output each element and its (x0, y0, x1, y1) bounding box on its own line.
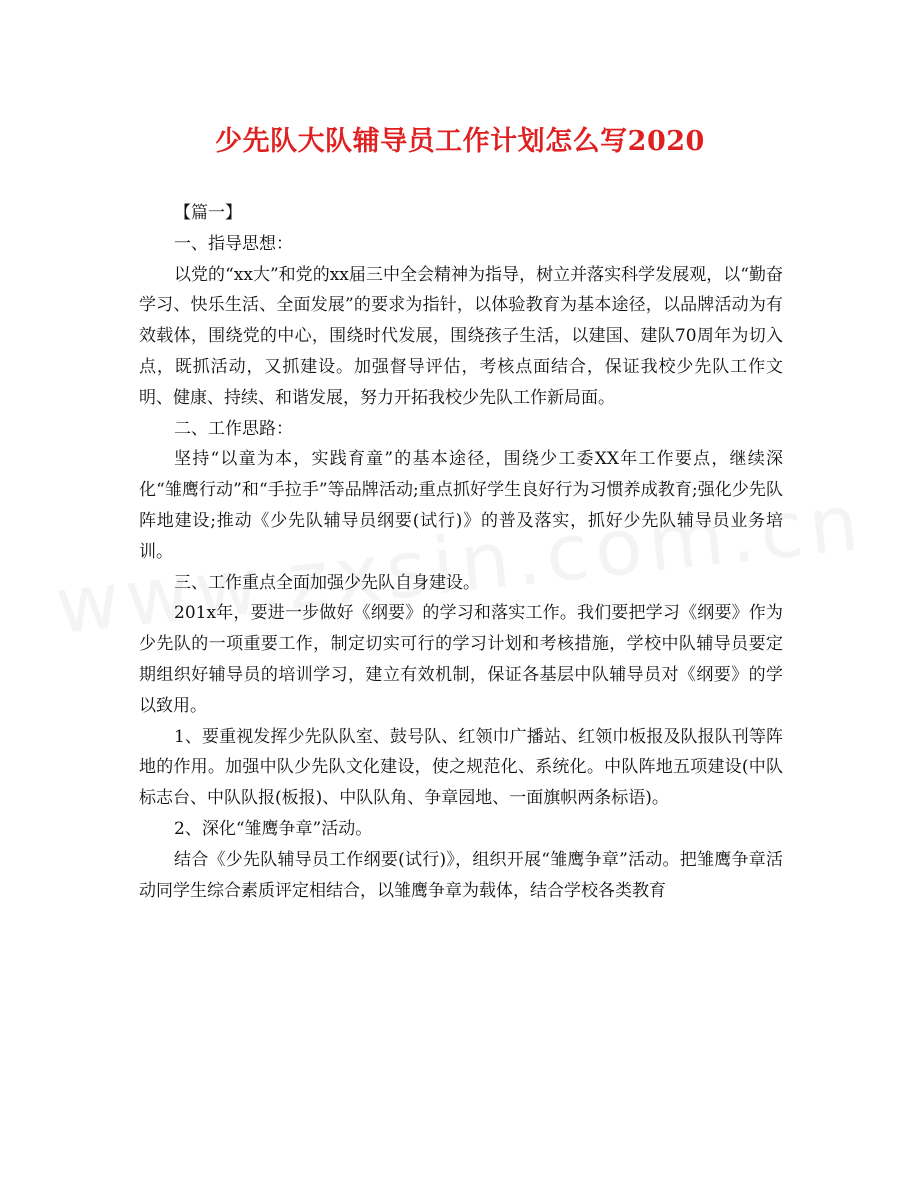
paragraph-outline-study: 201x年，要进一步做好《纲要》的学习和落实工作。我们要把学习《纲要》作为少先队的一项重要工作，制定切实可行的学习计划和考核措施，学校中队辅导员要定期组织好辅导员的培训学习，建立有效机制，保证各基层中队辅导员对《纲要》的学以致用。 (139, 603, 783, 716)
paragraph-item-1: 1、要重视发挥少先队队室、鼓号队、红领巾广播站、红领巾板报及队报队刊等阵地的作用。加强中队少先队文化建设，使之规范化、系统化。中队阵地五项建设(中队标志台、中队队报(板报)、中队队角、争章园地、一面旗帜两条标语)。 (139, 726, 783, 809)
document-title: 少先队大队辅导员工作计划怎么写2020 (215, 126, 705, 157)
paragraph-work-approach: 坚持“以童为本，实践育童”的基本途径，围绕少工委XX年工作要点，继续深化“雏鹰行动”和“手拉手”等品牌活动;重点抓好学生良好行为习惯养成教育;强化少先队阵地建设;推动《少先队辅导员纲要(试行)》的普及落实，抓好少先队辅导员业务培训。 (139, 449, 783, 562)
heading-guiding-ideology: 一、指导思想： (174, 233, 294, 254)
heading-work-focus: 三、工作重点全面加强少先队自身建设。 (174, 572, 481, 593)
paragraph-item-2-heading: 2、深化“雏鹰争章”活动。 (174, 818, 373, 839)
heading-work-approach: 二、工作思路： (174, 418, 294, 439)
document-body (139, 198, 783, 906)
paragraph-item-2-body: 结合《少先队辅导员工作纲要(试行)》，组织开展“雏鹰争章”活动。把雏鹰争章活动同学生综合素质评定相结合，以雏鹰争章为载体，结合学校各类教育 (139, 849, 783, 901)
section-heading-part-one: 【篇一】 (174, 203, 243, 223)
paragraph-guiding-ideology: 以党的“xx大”和党的xx届三中全会精神为指导，树立并落实科学发展观，以“勤奋学习、快乐生活、全面发展”的要求为指针，以体验教育为基本途径，以品牌活动为有效载体，围绕党的中心，围绕时代发展，围绕孩子生活，以建国、建队70周年为切入点，既抓活动，又抓建设。加强督导评估，考核点面结合，保证我校少先队工作文明、健康、持续、和谐发展，努力开拓我校少先队工作新局面。 (139, 264, 783, 408)
